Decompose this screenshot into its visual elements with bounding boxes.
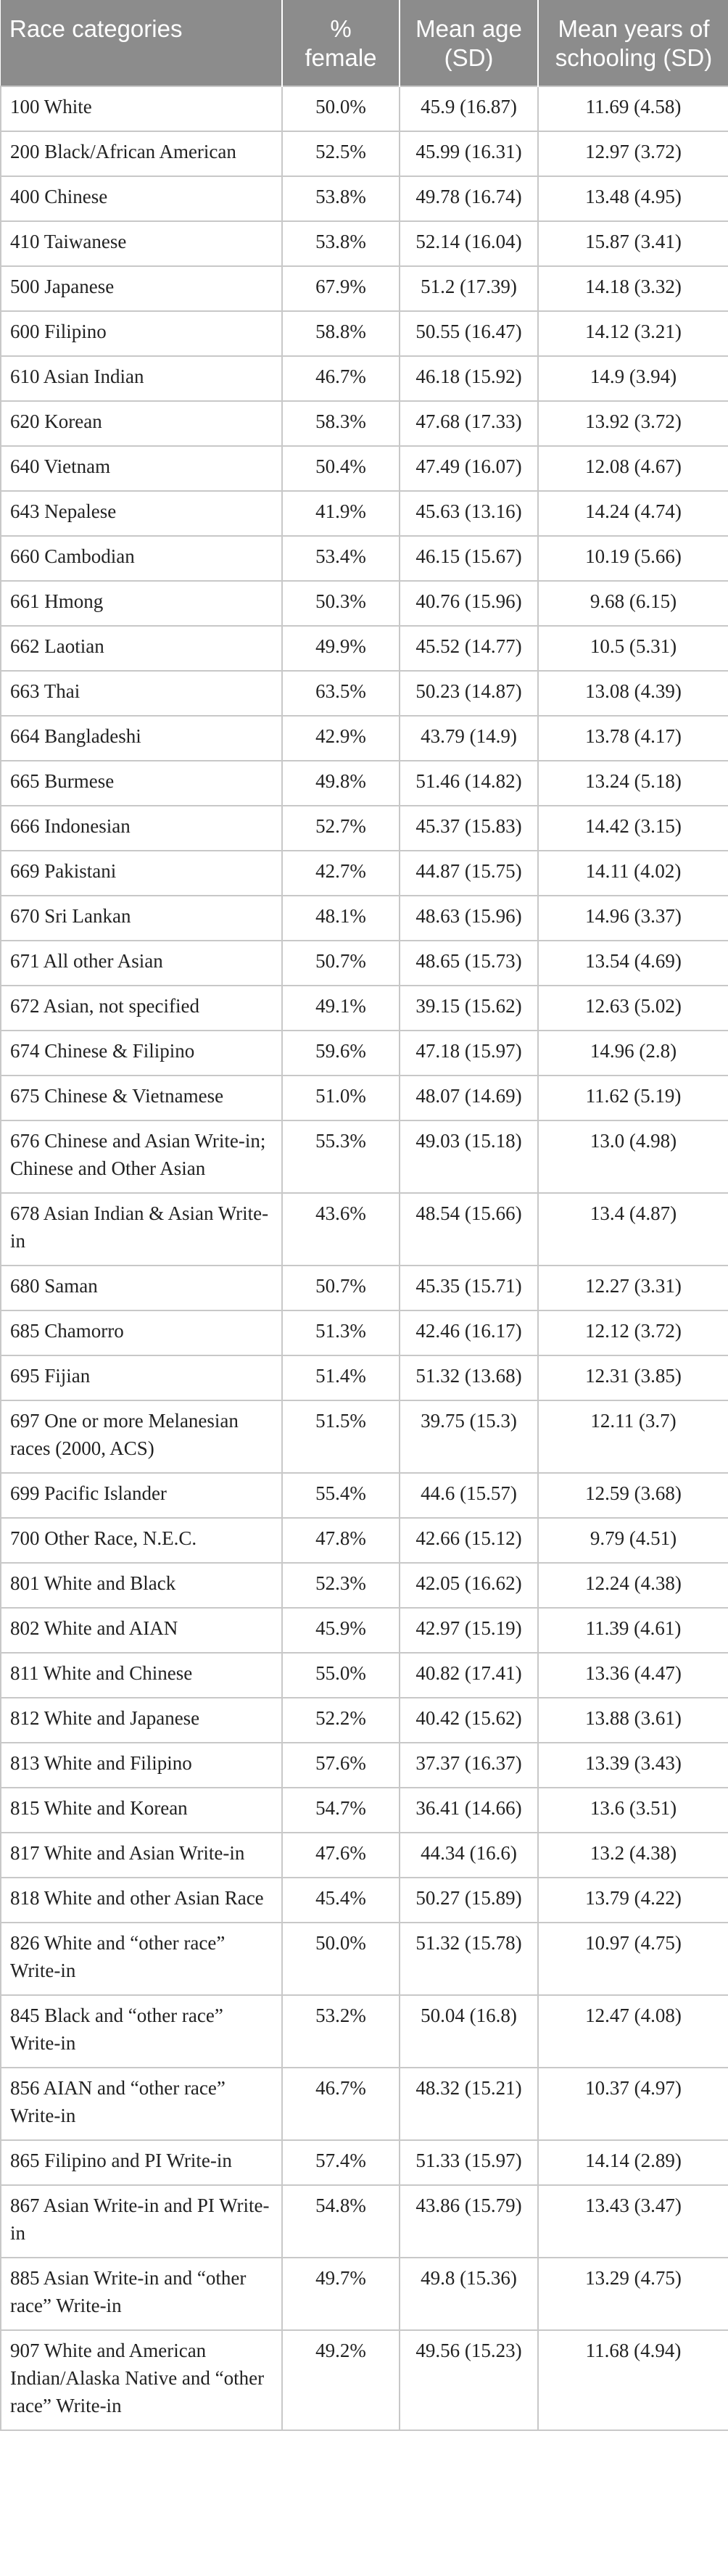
race-category-cell: 674 Chinese & Filipino [1, 1031, 282, 1076]
mean-age-cell: 49.8 (15.36) [400, 2258, 538, 2330]
percent-female-cell: 53.4% [282, 536, 400, 581]
mean-schooling-cell: 10.5 (5.31) [538, 626, 728, 671]
mean-age-cell: 42.97 (15.19) [400, 1608, 538, 1653]
race-category-cell: 675 Chinese & Vietnamese [1, 1076, 282, 1120]
mean-schooling-cell: 13.43 (3.47) [538, 2185, 728, 2258]
race-category-cell: 813 White and Filipino [1, 1743, 282, 1788]
race-category-cell: 812 White and Japanese [1, 1698, 282, 1743]
table-body [1, 86, 728, 2430]
mean-age-cell: 51.2 (17.39) [400, 266, 538, 311]
percent-female-cell: 46.7% [282, 2068, 400, 2140]
table-row [1, 1518, 728, 1563]
percent-female-cell: 50.0% [282, 1923, 400, 1995]
mean-age-cell: 50.04 (16.8) [400, 1995, 538, 2068]
race-category-cell: 680 Saman [1, 1266, 282, 1310]
percent-female-cell: 55.3% [282, 1120, 400, 1193]
table-row [1, 221, 728, 266]
race-category-cell: 671 All other Asian [1, 941, 282, 986]
percent-female-cell: 48.1% [282, 896, 400, 941]
race-category-cell: 200 Black/African American [1, 131, 282, 176]
mean-schooling-cell: 13.0 (4.98) [538, 1120, 728, 1193]
mean-schooling-cell: 12.11 (3.7) [538, 1400, 728, 1473]
mean-age-cell: 47.18 (15.97) [400, 1031, 538, 1076]
percent-female-cell: 49.8% [282, 761, 400, 806]
table-row [1, 1608, 728, 1653]
percent-female-cell: 63.5% [282, 671, 400, 716]
race-category-cell: 697 One or more Melanesian races (2000, ACS) [1, 1400, 282, 1473]
race-category-cell: 669 Pakistani [1, 851, 282, 896]
mean-age-cell: 51.46 (14.82) [400, 761, 538, 806]
mean-schooling-cell: 12.27 (3.31) [538, 1266, 728, 1310]
mean-schooling-cell: 13.92 (3.72) [538, 401, 728, 446]
percent-female-cell: 45.9% [282, 1608, 400, 1653]
mean-schooling-cell: 11.62 (5.19) [538, 1076, 728, 1120]
race-category-cell: 818 White and other Asian Race [1, 1878, 282, 1923]
mean-schooling-cell: 12.63 (5.02) [538, 986, 728, 1031]
table-row [1, 536, 728, 581]
percent-female-cell: 55.0% [282, 1653, 400, 1698]
mean-age-cell: 51.32 (15.78) [400, 1923, 538, 1995]
race-category-cell: 660 Cambodian [1, 536, 282, 581]
race-category-cell: 100 White [1, 86, 282, 131]
percent-female-cell: 51.5% [282, 1400, 400, 1473]
mean-age-cell: 47.68 (17.33) [400, 401, 538, 446]
table-row [1, 1563, 728, 1608]
mean-schooling-cell: 10.37 (4.97) [538, 2068, 728, 2140]
table-row [1, 806, 728, 851]
race-category-cell: 815 White and Korean [1, 1788, 282, 1833]
mean-age-cell: 44.87 (15.75) [400, 851, 538, 896]
race-category-cell: 620 Korean [1, 401, 282, 446]
mean-schooling-cell: 14.12 (3.21) [538, 311, 728, 356]
percent-female-cell: 49.1% [282, 986, 400, 1031]
percent-female-cell: 53.8% [282, 176, 400, 221]
percent-female-cell: 52.3% [282, 1563, 400, 1608]
table-row [1, 1653, 728, 1698]
table-row [1, 1266, 728, 1310]
mean-schooling-cell: 10.19 (5.66) [538, 536, 728, 581]
percent-female-cell: 59.6% [282, 1031, 400, 1076]
table-row [1, 2185, 728, 2258]
table-row [1, 401, 728, 446]
mean-schooling-cell: 14.14 (2.89) [538, 2140, 728, 2185]
mean-age-cell: 51.32 (13.68) [400, 1355, 538, 1400]
race-category-cell: 676 Chinese and Asian Write-in; Chinese and Other Asian [1, 1120, 282, 1193]
mean-schooling-cell: 13.24 (5.18) [538, 761, 728, 806]
mean-schooling-cell: 14.18 (3.32) [538, 266, 728, 311]
percent-female-cell: 45.4% [282, 1878, 400, 1923]
mean-schooling-cell: 12.97 (3.72) [538, 131, 728, 176]
percent-female-cell: 54.7% [282, 1788, 400, 1833]
table-row [1, 491, 728, 536]
mean-schooling-cell: 12.31 (3.85) [538, 1355, 728, 1400]
mean-age-cell: 48.63 (15.96) [400, 896, 538, 941]
table-row [1, 266, 728, 311]
table-row [1, 2258, 728, 2330]
race-category-cell: 662 Laotian [1, 626, 282, 671]
mean-schooling-cell: 14.96 (2.8) [538, 1031, 728, 1076]
table-row [1, 86, 728, 131]
mean-schooling-cell: 12.08 (4.67) [538, 446, 728, 491]
mean-age-cell: 43.86 (15.79) [400, 2185, 538, 2258]
percent-female-cell: 53.8% [282, 221, 400, 266]
percent-female-cell: 55.4% [282, 1473, 400, 1518]
table-row [1, 671, 728, 716]
mean-age-cell: 42.66 (15.12) [400, 1518, 538, 1563]
mean-age-cell: 42.05 (16.62) [400, 1563, 538, 1608]
table-row [1, 1995, 728, 2068]
mean-schooling-cell: 13.29 (4.75) [538, 2258, 728, 2330]
mean-schooling-cell: 13.79 (4.22) [538, 1878, 728, 1923]
mean-schooling-cell: 11.39 (4.61) [538, 1608, 728, 1653]
table-row [1, 1193, 728, 1266]
mean-schooling-cell: 15.87 (3.41) [538, 221, 728, 266]
race-category-cell: 856 AIAN and “other race” Write-in [1, 2068, 282, 2140]
table-row [1, 1076, 728, 1120]
mean-age-cell: 40.42 (15.62) [400, 1698, 538, 1743]
mean-schooling-cell: 13.2 (4.38) [538, 1833, 728, 1878]
mean-age-cell: 45.37 (15.83) [400, 806, 538, 851]
mean-schooling-cell: 14.96 (3.37) [538, 896, 728, 941]
header-mean-age: Mean age (SD) [400, 0, 538, 86]
mean-schooling-cell: 13.78 (4.17) [538, 716, 728, 761]
table-row [1, 1923, 728, 1995]
table-row [1, 1031, 728, 1076]
table-row [1, 761, 728, 806]
percent-female-cell: 43.6% [282, 1193, 400, 1266]
table-row [1, 1120, 728, 1193]
race-category-cell: 802 White and AIAN [1, 1608, 282, 1653]
mean-age-cell: 40.76 (15.96) [400, 581, 538, 626]
mean-age-cell: 45.35 (15.71) [400, 1266, 538, 1310]
mean-schooling-cell: 9.68 (6.15) [538, 581, 728, 626]
race-category-cell: 600 Filipino [1, 311, 282, 356]
race-category-cell: 885 Asian Write-in and “other race” Write-in [1, 2258, 282, 2330]
race-category-cell: 410 Taiwanese [1, 221, 282, 266]
table-row [1, 176, 728, 221]
percent-female-cell: 42.9% [282, 716, 400, 761]
header-row [1, 0, 728, 86]
percent-female-cell: 54.8% [282, 2185, 400, 2258]
race-category-cell: 672 Asian, not specified [1, 986, 282, 1031]
percent-female-cell: 53.2% [282, 1995, 400, 2068]
mean-age-cell: 44.6 (15.57) [400, 1473, 538, 1518]
table-row [1, 941, 728, 986]
race-category-cell: 685 Chamorro [1, 1310, 282, 1355]
mean-schooling-cell: 13.08 (4.39) [538, 671, 728, 716]
percent-female-cell: 58.3% [282, 401, 400, 446]
table-row [1, 446, 728, 491]
table-row [1, 1355, 728, 1400]
header-race-categories: Race categories [1, 0, 282, 86]
table-row [1, 1400, 728, 1473]
race-category-cell: 867 Asian Write-in and PI Write-in [1, 2185, 282, 2258]
percent-female-cell: 52.2% [282, 1698, 400, 1743]
mean-age-cell: 48.07 (14.69) [400, 1076, 538, 1120]
mean-schooling-cell: 12.24 (4.38) [538, 1563, 728, 1608]
mean-age-cell: 46.18 (15.92) [400, 356, 538, 401]
mean-age-cell: 50.23 (14.87) [400, 671, 538, 716]
mean-age-cell: 37.37 (16.37) [400, 1743, 538, 1788]
mean-age-cell: 45.63 (13.16) [400, 491, 538, 536]
mean-age-cell: 51.33 (15.97) [400, 2140, 538, 2185]
mean-schooling-cell: 10.97 (4.75) [538, 1923, 728, 1995]
mean-schooling-cell: 13.39 (3.43) [538, 1743, 728, 1788]
race-category-cell: 661 Hmong [1, 581, 282, 626]
mean-age-cell: 48.65 (15.73) [400, 941, 538, 986]
race-category-cell: 801 White and Black [1, 1563, 282, 1608]
mean-age-cell: 45.9 (16.87) [400, 86, 538, 131]
race-category-cell: 643 Nepalese [1, 491, 282, 536]
mean-schooling-cell: 13.6 (3.51) [538, 1788, 728, 1833]
table-row [1, 1833, 728, 1878]
percent-female-cell: 50.7% [282, 941, 400, 986]
percent-female-cell: 50.3% [282, 581, 400, 626]
race-category-cell: 865 Filipino and PI Write-in [1, 2140, 282, 2185]
race-category-cell: 665 Burmese [1, 761, 282, 806]
mean-age-cell: 47.49 (16.07) [400, 446, 538, 491]
percent-female-cell: 50.0% [282, 86, 400, 131]
percent-female-cell: 42.7% [282, 851, 400, 896]
table-row [1, 1743, 728, 1788]
table-row [1, 581, 728, 626]
race-category-cell: 640 Vietnam [1, 446, 282, 491]
mean-age-cell: 50.55 (16.47) [400, 311, 538, 356]
percent-female-cell: 49.9% [282, 626, 400, 671]
mean-schooling-cell: 13.88 (3.61) [538, 1698, 728, 1743]
table-row [1, 1310, 728, 1355]
mean-age-cell: 42.46 (16.17) [400, 1310, 538, 1355]
mean-schooling-cell: 14.24 (4.74) [538, 491, 728, 536]
percent-female-cell: 52.5% [282, 131, 400, 176]
percent-female-cell: 49.2% [282, 2330, 400, 2430]
race-category-cell: 678 Asian Indian & Asian Write-in [1, 1193, 282, 1266]
percent-female-cell: 67.9% [282, 266, 400, 311]
table-row [1, 626, 728, 671]
table-row [1, 311, 728, 356]
percent-female-cell: 46.7% [282, 356, 400, 401]
mean-age-cell: 45.99 (16.31) [400, 131, 538, 176]
percent-female-cell: 51.0% [282, 1076, 400, 1120]
mean-schooling-cell: 12.59 (3.68) [538, 1473, 728, 1518]
mean-age-cell: 36.41 (14.66) [400, 1788, 538, 1833]
percent-female-cell: 52.7% [282, 806, 400, 851]
race-category-cell: 666 Indonesian [1, 806, 282, 851]
race-category-cell: 811 White and Chinese [1, 1653, 282, 1698]
mean-schooling-cell: 13.54 (4.69) [538, 941, 728, 986]
percent-female-cell: 57.6% [282, 1743, 400, 1788]
mean-schooling-cell: 9.79 (4.51) [538, 1518, 728, 1563]
mean-age-cell: 49.78 (16.74) [400, 176, 538, 221]
table-row [1, 1878, 728, 1923]
mean-schooling-cell: 13.4 (4.87) [538, 1193, 728, 1266]
percent-female-cell: 49.7% [282, 2258, 400, 2330]
mean-schooling-cell: 13.36 (4.47) [538, 1653, 728, 1698]
table-row [1, 2140, 728, 2185]
percent-female-cell: 57.4% [282, 2140, 400, 2185]
table-row [1, 986, 728, 1031]
table-header [1, 0, 728, 86]
percent-female-cell: 51.3% [282, 1310, 400, 1355]
percent-female-cell: 51.4% [282, 1355, 400, 1400]
mean-age-cell: 52.14 (16.04) [400, 221, 538, 266]
percent-female-cell: 58.8% [282, 311, 400, 356]
race-category-cell: 400 Chinese [1, 176, 282, 221]
table-row [1, 2068, 728, 2140]
mean-age-cell: 44.34 (16.6) [400, 1833, 538, 1878]
table-row [1, 131, 728, 176]
percent-female-cell: 50.4% [282, 446, 400, 491]
mean-age-cell: 49.56 (15.23) [400, 2330, 538, 2430]
percent-female-cell: 47.8% [282, 1518, 400, 1563]
table-row [1, 896, 728, 941]
race-category-cell: 699 Pacific Islander [1, 1473, 282, 1518]
header-percent-female: % female [282, 0, 400, 86]
percent-female-cell: 50.7% [282, 1266, 400, 1310]
race-category-cell: 500 Japanese [1, 266, 282, 311]
table-row [1, 851, 728, 896]
mean-schooling-cell: 14.42 (3.15) [538, 806, 728, 851]
mean-age-cell: 46.15 (15.67) [400, 536, 538, 581]
mean-schooling-cell: 11.69 (4.58) [538, 86, 728, 131]
race-category-cell: 907 White and American Indian/Alaska Native and “other race” Write-in [1, 2330, 282, 2430]
race-category-cell: 664 Bangladeshi [1, 716, 282, 761]
table-row [1, 2330, 728, 2430]
race-category-cell: 695 Fijian [1, 1355, 282, 1400]
race-category-cell: 700 Other Race, N.E.C. [1, 1518, 282, 1563]
table-row [1, 716, 728, 761]
table-row [1, 1698, 728, 1743]
mean-schooling-cell: 14.11 (4.02) [538, 851, 728, 896]
race-category-cell: 817 White and Asian Write-in [1, 1833, 282, 1878]
mean-age-cell: 49.03 (15.18) [400, 1120, 538, 1193]
table-row [1, 1473, 728, 1518]
race-category-cell: 845 Black and “other race” Write-in [1, 1995, 282, 2068]
mean-age-cell: 39.15 (15.62) [400, 986, 538, 1031]
mean-schooling-cell: 12.12 (3.72) [538, 1310, 728, 1355]
mean-age-cell: 39.75 (15.3) [400, 1400, 538, 1473]
mean-schooling-cell: 13.48 (4.95) [538, 176, 728, 221]
race-category-cell: 670 Sri Lankan [1, 896, 282, 941]
mean-age-cell: 43.79 (14.9) [400, 716, 538, 761]
race-category-cell: 826 White and “other race” Write-in [1, 1923, 282, 1995]
mean-schooling-cell: 14.9 (3.94) [538, 356, 728, 401]
mean-age-cell: 45.52 (14.77) [400, 626, 538, 671]
table-row [1, 1788, 728, 1833]
mean-schooling-cell: 11.68 (4.94) [538, 2330, 728, 2430]
mean-schooling-cell: 12.47 (4.08) [538, 1995, 728, 2068]
mean-age-cell: 40.82 (17.41) [400, 1653, 538, 1698]
header-mean-schooling: Mean years of schooling (SD) [538, 0, 728, 86]
table-row [1, 356, 728, 401]
mean-age-cell: 48.54 (15.66) [400, 1193, 538, 1266]
mean-age-cell: 48.32 (15.21) [400, 2068, 538, 2140]
mean-age-cell: 50.27 (15.89) [400, 1878, 538, 1923]
percent-female-cell: 41.9% [282, 491, 400, 536]
race-category-cell: 663 Thai [1, 671, 282, 716]
percent-female-cell: 47.6% [282, 1833, 400, 1878]
race-category-cell: 610 Asian Indian [1, 356, 282, 401]
